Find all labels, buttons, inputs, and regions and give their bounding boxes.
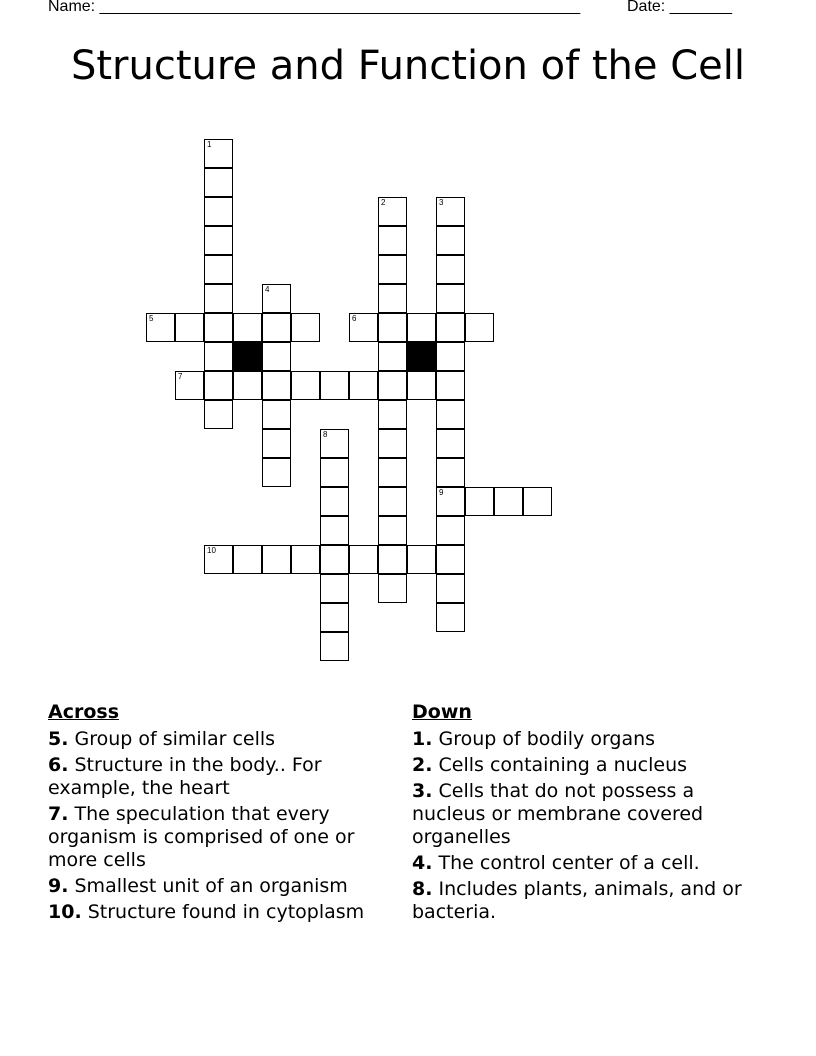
grid-cell[interactable] bbox=[233, 371, 262, 400]
cell-number: 9 bbox=[439, 488, 444, 497]
grid-cell[interactable] bbox=[262, 400, 291, 429]
grid-cell[interactable] bbox=[436, 545, 465, 574]
grid-cell[interactable] bbox=[233, 545, 262, 574]
grid-cell[interactable] bbox=[204, 313, 233, 342]
clue-number: 8. bbox=[412, 878, 433, 900]
across-clue bbox=[48, 754, 388, 800]
clue-text: Group of similar cells bbox=[74, 728, 276, 750]
grid-cell[interactable] bbox=[378, 516, 407, 545]
cell-number: 5 bbox=[149, 314, 154, 323]
grid-cell[interactable] bbox=[436, 574, 465, 603]
grid-cell[interactable] bbox=[378, 458, 407, 487]
clue-text: Includes plants, animals, and or bacteria. bbox=[412, 878, 742, 923]
clue-number: 10. bbox=[48, 901, 82, 923]
grid-cell[interactable] bbox=[320, 516, 349, 545]
grid-cell[interactable] bbox=[378, 574, 407, 603]
across-clue bbox=[48, 901, 388, 924]
grid-cell[interactable] bbox=[204, 197, 233, 226]
clue-number: 4. bbox=[412, 852, 433, 874]
grid-cell[interactable] bbox=[378, 371, 407, 400]
date-field-label: Date: _______ bbox=[627, 0, 732, 15]
grid-cell[interactable] bbox=[436, 371, 465, 400]
grid-cell[interactable] bbox=[204, 139, 233, 168]
grid-cell[interactable] bbox=[320, 458, 349, 487]
across-clue bbox=[48, 875, 388, 898]
grid-cell[interactable] bbox=[349, 545, 378, 574]
grid-cell[interactable] bbox=[175, 313, 204, 342]
grid-cell[interactable] bbox=[262, 545, 291, 574]
grid-cell[interactable] bbox=[320, 632, 349, 661]
grid-cell[interactable] bbox=[349, 371, 378, 400]
clue-text: Structure found in cytoplasm bbox=[87, 901, 365, 923]
grid-cell[interactable] bbox=[523, 487, 552, 516]
clue-text: The control center of a cell. bbox=[438, 852, 700, 874]
cell-number: 8 bbox=[323, 430, 328, 439]
clue-text: Group of bodily organs bbox=[438, 728, 656, 750]
grid-cell[interactable] bbox=[320, 545, 349, 574]
grid-cell[interactable] bbox=[465, 313, 494, 342]
grid-cell[interactable] bbox=[262, 313, 291, 342]
grid-cell[interactable] bbox=[291, 313, 320, 342]
grid-cell[interactable] bbox=[320, 574, 349, 603]
grid-cell[interactable] bbox=[233, 313, 262, 342]
grid-cell[interactable] bbox=[436, 487, 465, 516]
grid-cell[interactable] bbox=[407, 313, 436, 342]
grid-cell[interactable] bbox=[291, 371, 320, 400]
clue-number: 1. bbox=[412, 728, 433, 750]
grid-cell[interactable] bbox=[204, 342, 233, 371]
grid-cell[interactable] bbox=[204, 255, 233, 284]
grid-cell[interactable] bbox=[378, 255, 407, 284]
cell-number: 10 bbox=[207, 546, 216, 555]
grid-cell[interactable] bbox=[378, 429, 407, 458]
grid-cell[interactable] bbox=[378, 400, 407, 429]
clue-text: Cells containing a nucleus bbox=[438, 754, 688, 776]
down-clue bbox=[412, 878, 752, 924]
grid-cell[interactable] bbox=[436, 255, 465, 284]
grid-cell[interactable] bbox=[436, 429, 465, 458]
clue-number: 6. bbox=[48, 754, 69, 776]
grid-cell[interactable] bbox=[262, 342, 291, 371]
grid-cell[interactable] bbox=[378, 226, 407, 255]
grid-cell[interactable] bbox=[436, 226, 465, 255]
grid-cell[interactable] bbox=[262, 371, 291, 400]
cell-number: 2 bbox=[381, 198, 386, 207]
grid-cell[interactable] bbox=[494, 487, 523, 516]
grid-cell[interactable] bbox=[262, 458, 291, 487]
grid-cell[interactable] bbox=[436, 400, 465, 429]
page-title: Structure and Function of the Cell bbox=[70, 43, 745, 89]
grid-cell[interactable] bbox=[436, 342, 465, 371]
clue-number: 3. bbox=[412, 780, 433, 802]
grid-cell[interactable] bbox=[436, 516, 465, 545]
clue-text: Cells that do not possess a nucleus or membrane covered organelles bbox=[412, 780, 704, 848]
grid-cell[interactable] bbox=[204, 371, 233, 400]
grid-cell[interactable] bbox=[407, 371, 436, 400]
grid-cell[interactable] bbox=[436, 313, 465, 342]
clue-text: Smallest unit of an organism bbox=[74, 875, 348, 897]
grid-cell[interactable] bbox=[378, 197, 407, 226]
grid-cell[interactable] bbox=[320, 487, 349, 516]
across-heading: Across bbox=[48, 701, 120, 723]
grid-cell[interactable] bbox=[146, 313, 175, 342]
grid-cell[interactable] bbox=[378, 545, 407, 574]
down-clue bbox=[412, 728, 752, 751]
clue-number: 7. bbox=[48, 803, 69, 825]
grid-cell[interactable] bbox=[436, 284, 465, 313]
grid-cell[interactable] bbox=[175, 371, 204, 400]
grid-black-cell bbox=[407, 342, 436, 371]
name-field-label: Name: ______________________________________________________ bbox=[48, 0, 581, 15]
grid-cell[interactable] bbox=[262, 284, 291, 313]
grid-black-cell bbox=[233, 342, 262, 371]
grid-cell[interactable] bbox=[349, 313, 378, 342]
grid-cell[interactable] bbox=[320, 371, 349, 400]
grid-cell[interactable] bbox=[320, 603, 349, 632]
down-clue bbox=[412, 754, 752, 777]
grid-cell[interactable] bbox=[204, 400, 233, 429]
grid-cell[interactable] bbox=[465, 487, 494, 516]
clue-number: 5. bbox=[48, 728, 69, 750]
cell-number: 6 bbox=[352, 314, 357, 323]
grid-cell[interactable] bbox=[204, 284, 233, 313]
cell-number: 3 bbox=[439, 198, 444, 207]
down-clue bbox=[412, 852, 752, 875]
down-clues bbox=[412, 700, 752, 927]
across-clue bbox=[48, 728, 388, 751]
grid-cell[interactable] bbox=[320, 429, 349, 458]
clue-text: The speculation that every organism is comprised of one or more cells bbox=[48, 803, 355, 871]
cell-number: 4 bbox=[265, 285, 270, 294]
grid-cell[interactable] bbox=[204, 545, 233, 574]
grid-cell[interactable] bbox=[436, 458, 465, 487]
cell-number: 1 bbox=[207, 140, 212, 149]
grid-cell[interactable] bbox=[262, 429, 291, 458]
grid-cell[interactable] bbox=[204, 168, 233, 197]
grid-cell[interactable] bbox=[378, 313, 407, 342]
grid-cell[interactable] bbox=[291, 545, 320, 574]
clue-text: Structure in the body.. For example, the heart bbox=[48, 754, 322, 799]
grid-cell[interactable] bbox=[436, 603, 465, 632]
grid-cell[interactable] bbox=[378, 487, 407, 516]
clue-number: 9. bbox=[48, 875, 69, 897]
grid-cell[interactable] bbox=[436, 197, 465, 226]
down-clue bbox=[412, 780, 752, 849]
grid-cell[interactable] bbox=[378, 342, 407, 371]
across-clues bbox=[48, 700, 388, 927]
grid-cell[interactable] bbox=[378, 284, 407, 313]
across-clue bbox=[48, 803, 388, 872]
cell-number: 7 bbox=[178, 372, 183, 381]
clue-number: 2. bbox=[412, 754, 433, 776]
grid-cell[interactable] bbox=[407, 545, 436, 574]
down-heading: Down bbox=[412, 701, 472, 723]
grid-cell[interactable] bbox=[204, 226, 233, 255]
